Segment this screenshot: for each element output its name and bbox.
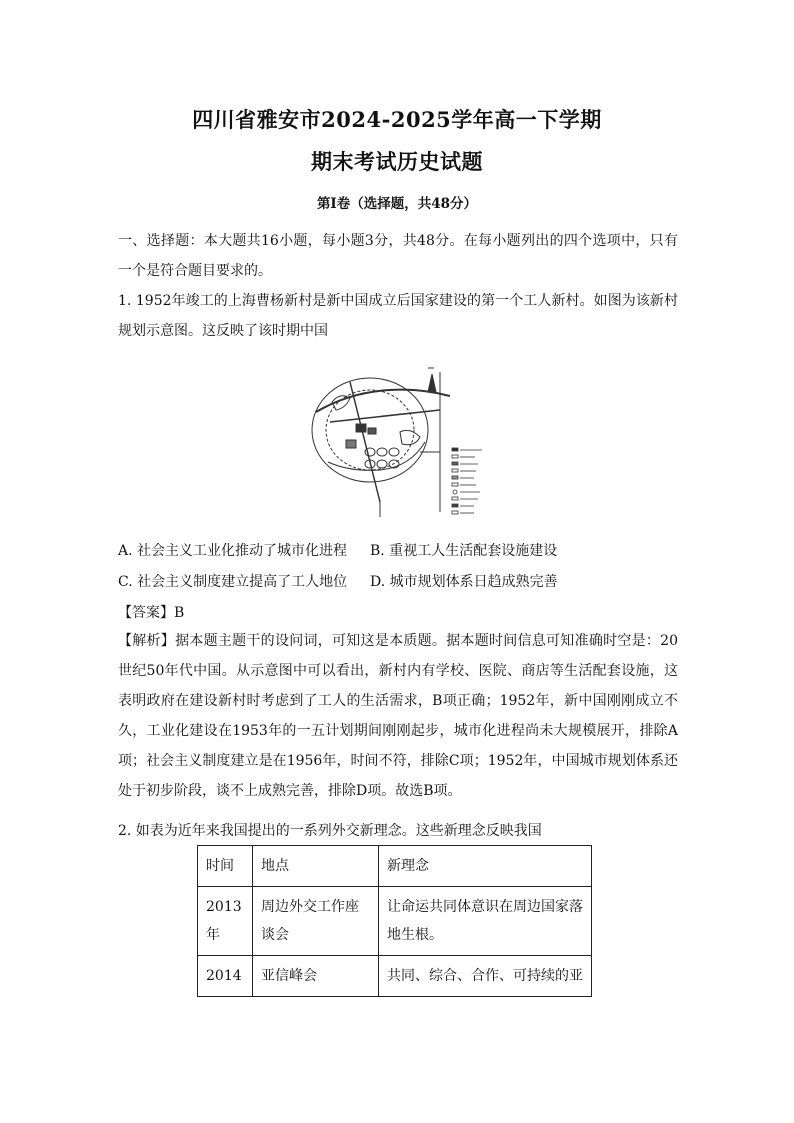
option-c: C. 社会主义制度建立提高了工人地位 [118, 574, 348, 590]
instructions: 一、选择题：本大题共16小题，每小题3分，共48分。在每小题列出的四个选项中，只有一个是符合题目要求的。 [118, 233, 678, 279]
north-arrow-icon [428, 374, 436, 392]
table-cell: 2014 [198, 956, 253, 997]
option-a: A. 社会主义工业化推动了城市化进程 [118, 543, 348, 559]
section-title: 第Ⅰ卷（选择题，共48分） [316, 196, 478, 212]
answer-line: 【答案】B [118, 605, 185, 621]
document-title: 四川省雅安市2024-2025学年高一下学期 [192, 107, 602, 132]
document-subtitle: 期末考试历史试题 [311, 149, 483, 174]
option-b: B. 重视工人生活配套设施建设 [370, 543, 558, 559]
table-cell: 让命运共同体意识在周边国家落地生根。 [379, 887, 592, 956]
question-2-stem: 2. 如表为近年来我国提出的一系列外交新理念。这些新理念反映我国 [118, 823, 542, 839]
table-cell: 共同、综合、合作、可持续的亚 [379, 956, 592, 997]
table-header-cell: 时间 [198, 846, 253, 887]
diplomacy-table [197, 845, 592, 997]
analysis-text: 【解析】据本题主题干的设问词，可知这是本质题。据本题时间信息可知准确时空是：20世纪50年代中国。从示意图中可以看出，新村内有学校、医院、商店等生活配套设施，这表明政府在建设新村时考虑到了工人的生活需求，B项正确；1952年，新中国刚刚成立不久，工业化建设在1953年的一五计划期间刚刚起步，城市化进程尚未大规模展开，排除A项；社会主义制度建立是在1956年，时间不符，排除C项；1952年，中国城市规划体系还处于初步阶段，谈不上成熟完善，排除D项。故选B项。 [118, 633, 678, 799]
table-header-cell: 新理念 [379, 846, 592, 887]
table-row [198, 887, 592, 956]
table-cell: 亚信峰会 [253, 956, 379, 997]
table-cell: 2013年 [198, 887, 253, 956]
question-1-stem: 1. 1952年竣工的上海曹杨新村是新中国成立后国家建设的第一个工人新村。如图为该新村规划示意图。这反映了该时期中国 [118, 293, 678, 339]
table-header-row [198, 846, 592, 887]
table-cell: 周边外交工作座谈会 [253, 887, 379, 956]
option-d: D. 城市规划体系日趋成熟完善 [370, 574, 558, 590]
table-row [198, 956, 592, 997]
table-header-cell: 地点 [253, 846, 379, 887]
planning-map-figure [310, 352, 490, 522]
